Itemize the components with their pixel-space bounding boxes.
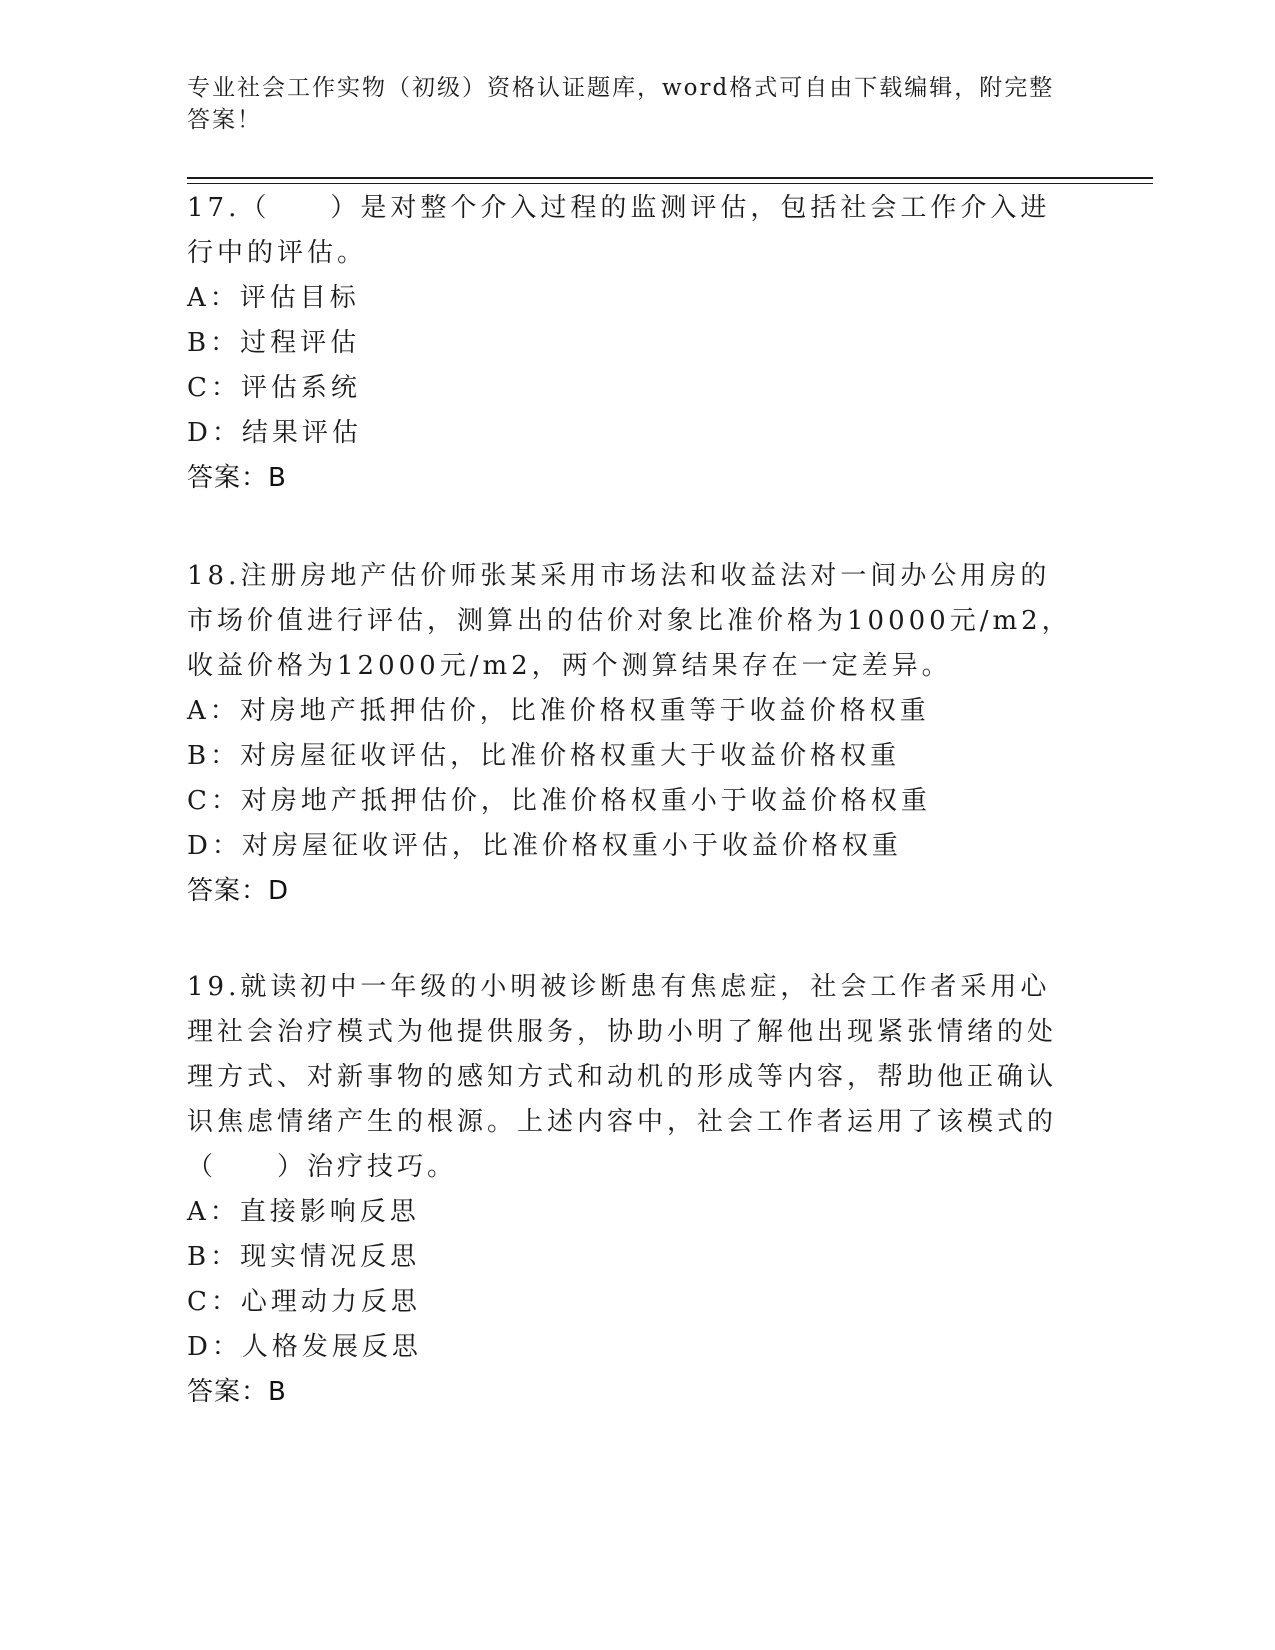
option-a: A：对房地产抵押估价，比准价格权重等于收益价格权重	[187, 696, 930, 726]
question-17	[187, 186, 1087, 501]
header-divider-thin	[187, 183, 1153, 184]
answer-line: 答案：B	[187, 1377, 287, 1407]
question-19	[187, 965, 1087, 1415]
option-c: C：对房地产抵押估价，比准价格权重小于收益价格权重	[187, 786, 931, 816]
option-d: D：结果评估	[187, 418, 362, 448]
option-b: B：对房屋征收评估，比准价格权重大于收益价格权重	[187, 741, 901, 771]
option-a: A：直接影响反思	[187, 1197, 420, 1227]
question-stem: 17.（ ）是对整个介入过程的监测评估，包括社会工作介入进行中的评估。	[187, 193, 1051, 268]
document-header: 专业社会工作实物（初级）资格认证题库，word格式可自由下载编辑，附完整答案！	[187, 75, 1055, 133]
option-c: C：心理动力反思	[187, 1287, 421, 1317]
question-stem: 18.注册房地产估价师张某采用市场法和收益法对一间办公用房的市场价值进行评估，测算出的估价对象比准价格为10000元/m2，收益价格为12000元/m2，两个测算结果存在一定差异。	[187, 561, 1072, 681]
question-stem: 19.就读初中一年级的小明被诊断患有焦虑症，社会工作者采用心理社会治疗模式为他提供服务，协助小明了解他出现紧张情绪的处理方式、对新事物的感知方式和动机的形成等内容，帮助他正确认识焦虑情绪产生的根源。上述内容中，社会工作者运用了该模式的（ ）治疗技巧。	[187, 972, 1058, 1182]
answer-line: 答案：D	[187, 876, 290, 906]
option-b: B：过程评估	[187, 328, 361, 358]
answer-line: 答案：B	[187, 463, 287, 493]
option-a: A：评估目标	[187, 283, 360, 313]
header-divider-thick	[187, 177, 1153, 179]
option-d: D：人格发展反思	[187, 1332, 422, 1362]
option-c: C：评估系统	[187, 373, 361, 403]
question-18	[187, 554, 1087, 914]
option-b: B：现实情况反思	[187, 1242, 421, 1272]
option-d: D：对房屋征收评估，比准价格权重小于收益价格权重	[187, 831, 902, 861]
